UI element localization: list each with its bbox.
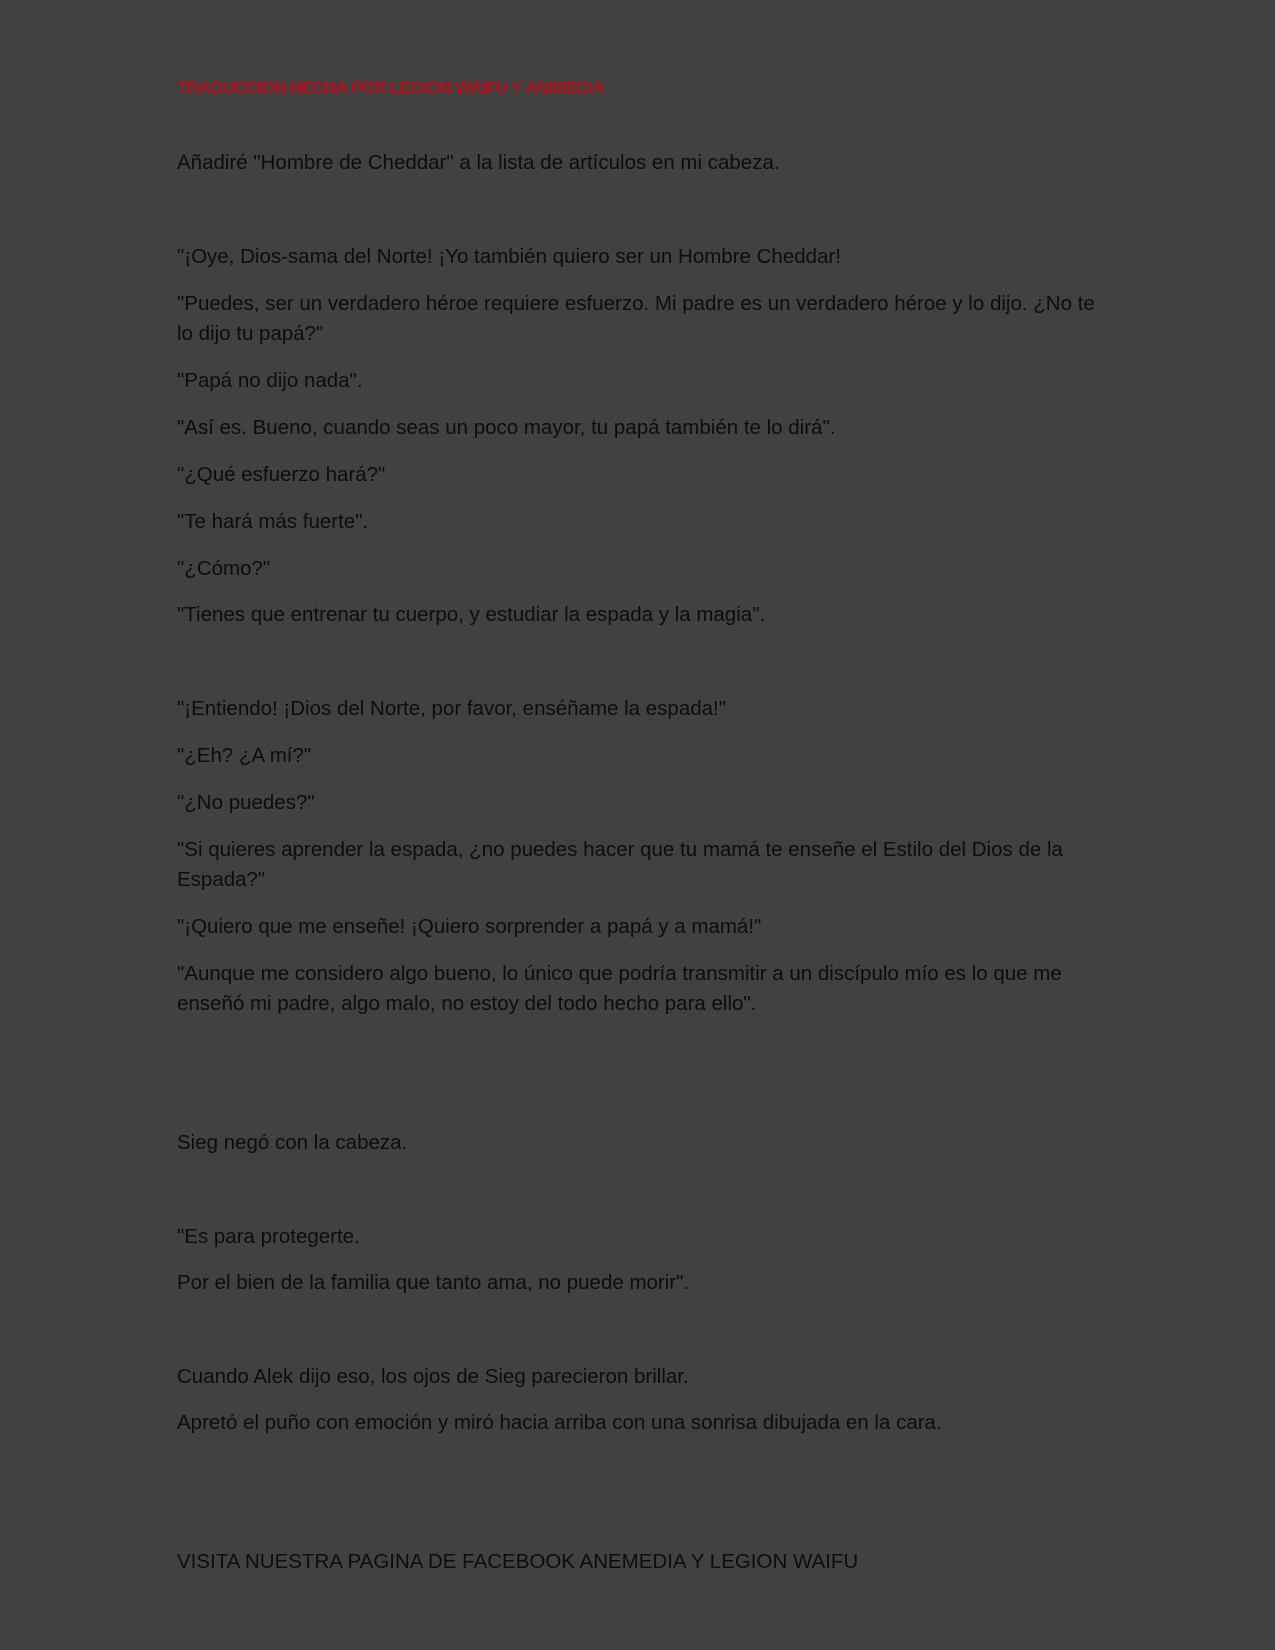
paragraph: "¿Cómo?"	[177, 557, 271, 580]
facebook-footer-note: VISITA NUESTRA PAGINA DE FACEBOOK ANEMEDIA Y LEGION WAIFU	[177, 1550, 859, 1573]
paragraph: Cuando Alek dijo eso, los ojos de Sieg parecieron brillar.	[177, 1365, 689, 1388]
paragraph: "¡Oye, Dios-sama del Norte! ¡Yo también quiero ser un Hombre Cheddar!	[177, 245, 841, 268]
paragraph: "¿Qué esfuerzo hará?"	[177, 463, 386, 486]
paragraph: Sieg negó con la cabeza.	[177, 1131, 408, 1154]
paragraph: "Puedes, ser un verdadero héroe requiere esfuerzo. Mi padre es un verdadero héroe y lo dijo. ¿No te lo dijo tu papá?"	[177, 292, 1095, 345]
paragraph: "Papá no dijo nada".	[177, 369, 363, 392]
paragraph: "Si quieres aprender la espada, ¿no puedes hacer que tu mamá te enseñe el Estilo del Dios de la Espada?"	[177, 838, 1063, 891]
paragraph: "¿No puedes?"	[177, 791, 315, 814]
translation-credit-header: TRADUCCION HECHA POR LEGION WAIFU Y ANIMEDIA	[177, 78, 604, 97]
paragraph: "¡Entiendo! ¡Dios del Norte, por favor, enséñame la espada!"	[177, 697, 726, 720]
paragraph: Añadiré "Hombre de Cheddar" a la lista de artículos en mi cabeza.	[177, 151, 780, 174]
paragraph: "Aunque me considero algo bueno, lo único que podría transmitir a un discípulo mío es lo que me enseñó mi padre, algo malo, no estoy del todo hecho para ello".	[177, 962, 1062, 1015]
paragraph: Por el bien de la familia que tanto ama, no puede morir".	[177, 1271, 690, 1294]
paragraph: "Te hará más fuerte".	[177, 510, 369, 533]
paragraph: "¿Eh? ¿A mí?"	[177, 744, 312, 767]
paragraph: "Tienes que entrenar tu cuerpo, y estudiar la espada y la magia".	[177, 603, 766, 626]
paragraph: "¡Quiero que me enseñe! ¡Quiero sorprender a papá y a mamá!"	[177, 915, 762, 938]
paragraph: "Es para protegerte.	[177, 1225, 360, 1248]
paragraph: Apretó el puño con emoción y miró hacia arriba con una sonrisa dibujada en la cara.	[177, 1411, 942, 1434]
paragraph: "Así es. Bueno, cuando seas un poco mayor, tu papá también te lo dirá".	[177, 416, 836, 439]
